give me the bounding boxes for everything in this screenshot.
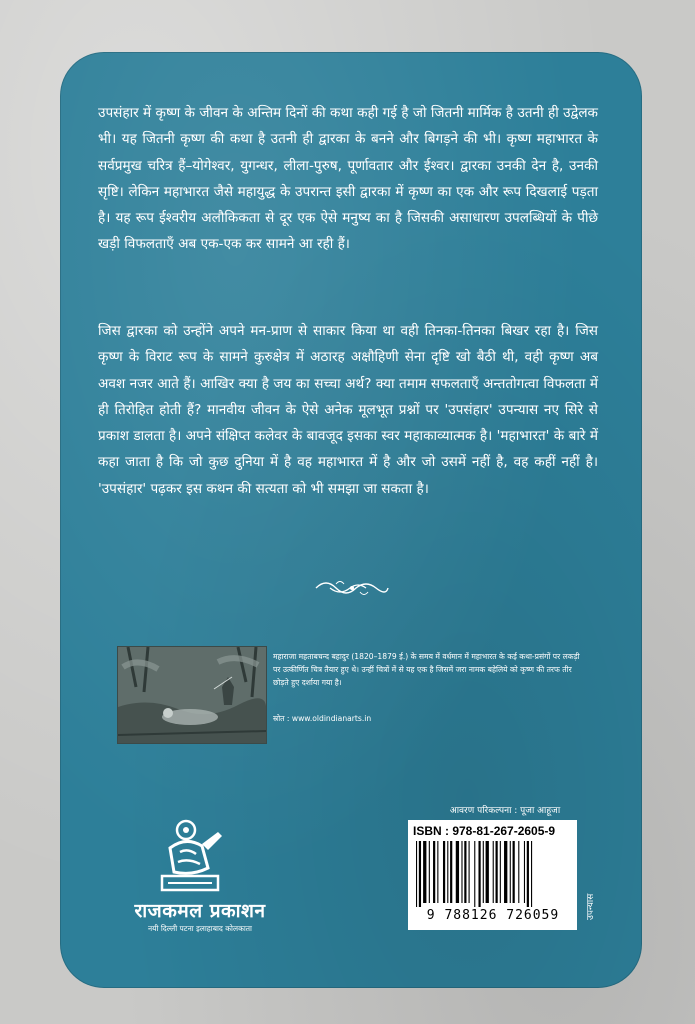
description-paragraph-2: जिस द्वारका को उन्होंने अपने मन-प्राण से साकार किया था वही तिनका-तिनका बिखर रहा है। जिस कृष्ण के विराट रूप के सामने कुरुक्षेत्र में अठारह अक्षौहिणी सेना दृष्टि खो बैठी थी, वही कृष्ण अब अवश नजर आते हैं। आखिर क्या है जय का सच्चा अर्थ? क्या तमाम सफलताएँ अन्ततोगत्वा विफलता में ही तिरोहित होती हैं? मानवीय जीवन के ऐसे अनेक मूलभूत प्रश्नों पर 'उपसंहार' उपन्यास नए सिरे से प्रकाश डालता है। अपने संक्षिप्त कलेवर के बावजूद इसका स्वर महाकाव्यात्मक है। 'महाभारत' के बारे में कहा जाता है कि जो कुछ दुनिया में है वह महाभारत में है और जो उसमें नहीं है, वह कहीं नहीं है। 'उपसंहार' पढ़कर इस कथन की सत्यता को भी समझा जा सकता है।: [98, 323, 598, 497]
ornament-divider-icon: [312, 574, 392, 602]
barcode-bar: [496, 841, 498, 903]
barcode-bar: [474, 841, 475, 907]
barcode-bar: [456, 841, 459, 903]
barcode-bar: [510, 841, 511, 903]
barcode-bars: [414, 841, 572, 907]
barcode-bar: [443, 841, 445, 903]
publisher-name: राजकमल प्रकाशन: [134, 900, 266, 922]
barcode-bar: [429, 841, 430, 903]
barcode-bar: [486, 841, 489, 903]
barcode-bar: [518, 841, 519, 903]
description-paragraph-1: उपसंहार में कृष्ण के जीवन के अन्तिम दिनों की कथा कही गई है जो जितनी मार्मिक है उतनी ही उद्वेलक भी। यह जितनी कृष्ण की कथा है उतनी ही द्वारका के बनने और बिगड़ने की भी। कृष्ण महाभारत के सर्वप्रमुख चरित्र हैं–योगेश्वर, युगन्धर, लीला-पुरुष, पूर्णावतार और ईश्वर। द्वारका उनकी देन है, उनकी सृष्टि। लेकिन महाभारत जैसे महायुद्ध के उपरान्त इसी द्वारका में कृष्ण का एक और रूप दिखलाई पड़ता है। यह रूप ईश्वरीय अलौकिकता से दूर एक ऐसे मनुष्य का है जिसकी असाधारण उपलब्धियों के पीछे खड़ी विफलताएँ अब एक-एक कर सामने आ रही हैं।: [98, 105, 598, 253]
illustration-source: स्रोत : www.oldindianarts.in: [273, 714, 372, 723]
barcode-digits: 9 788126 726059: [426, 908, 560, 923]
barcode-bar: [483, 841, 484, 903]
barcode-bar: [493, 841, 494, 903]
isbn-label: ISBN : 978-81-267-2605-9: [413, 824, 556, 838]
barcode-bar: [461, 841, 462, 903]
barcode-bar: [469, 841, 470, 903]
isbn-barcode: [408, 820, 577, 930]
barcode-bar: [450, 841, 452, 903]
barcode-bar: [433, 841, 435, 903]
barcode-bar: [531, 841, 532, 907]
barcode-bar: [419, 841, 421, 907]
barcode-bar: [504, 841, 507, 903]
cover-design-credit: आवरण परिकल्पना : पूजा आहूजा: [449, 806, 561, 816]
genre-label: उपन्यास: [586, 893, 596, 920]
barcode-bar: [416, 841, 417, 907]
barcode-bar: [513, 841, 515, 903]
barcode-bar: [447, 841, 448, 903]
barcode-bar: [464, 841, 466, 903]
barcode-bar: [500, 841, 501, 903]
barcode-bar: [527, 841, 529, 907]
barcode-bar: [478, 841, 480, 907]
publisher-cities: नयी दिल्ली पटना इलाहाबाद कोलकाता: [147, 924, 253, 933]
woodcut-illustration: [117, 646, 267, 744]
publisher-logo-icon: [152, 818, 228, 896]
barcode-bar: [524, 841, 525, 903]
barcode-bar: [437, 841, 438, 903]
illustration-caption: महाराजा महताबचन्द बहादुर (1820–1879 ई.) के समय में वर्धमान में महाभारत के कई कथा-प्रसंगों पर लकड़ी पर उत्कीर्णित चित्र तैयार हुए थे। उन्हीं चित्रों में से यह एक है जिसमें जरा नामक बहेलिये को कृष्ण की तरफ तीर छोड़ते हुए दर्शाया गया है।: [273, 652, 580, 687]
barcode-bar: [423, 841, 426, 903]
